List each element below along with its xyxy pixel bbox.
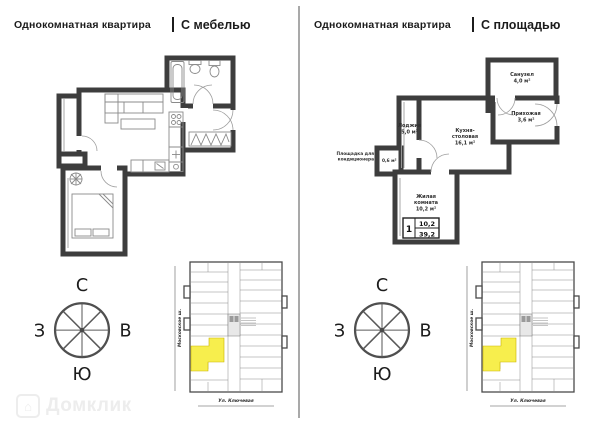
compass-south: Ю xyxy=(72,364,92,385)
header-divider-bar xyxy=(172,17,174,32)
compass-rose xyxy=(330,268,434,384)
rooms-count: 1 xyxy=(405,225,413,235)
room-area-ac-pad: 0,6 м² xyxy=(382,159,397,164)
compass-south: Ю xyxy=(372,364,392,385)
compass-north: С xyxy=(375,275,389,296)
right-title: Однокомнатная квартира xyxy=(314,18,451,31)
room-label-loggia: Лоджия xyxy=(397,123,422,129)
room-label-living: Жилая xyxy=(416,194,436,200)
total-area-value: 39,2 xyxy=(418,230,436,239)
furnished-floorplan xyxy=(55,48,295,260)
right-subtitle: С площадью xyxy=(480,17,561,32)
compass-west: З xyxy=(33,321,46,342)
compass-east: В xyxy=(419,321,432,342)
room-area-loggia: 5,0 м² xyxy=(401,129,418,136)
panel-divider xyxy=(298,6,300,418)
room-area-kitchen: 16,1 м² xyxy=(454,140,476,147)
street-label-bottom: Ул. Ключевая xyxy=(510,399,546,404)
living-area-value: 10,2 xyxy=(418,220,436,228)
street-label-bottom: Ул. Ключевая xyxy=(218,399,254,404)
room-area-bathroom: 4,0 м² xyxy=(513,78,531,85)
left-header xyxy=(14,17,251,32)
room-label-ac-pad-2: кондиционера xyxy=(337,157,374,163)
room-label-hallway: Прихожая xyxy=(511,111,541,117)
room-label-kitchen: Кухня- xyxy=(455,128,475,134)
room-label-living-2: комната xyxy=(413,200,439,206)
room-label-ac-pad: Площадка для xyxy=(336,152,374,157)
wardrobe-icon xyxy=(189,132,231,146)
watermark-house-icon: ⌂ xyxy=(16,394,40,418)
compass-north: С xyxy=(75,275,89,296)
area-floorplan xyxy=(336,48,585,263)
watermark-text: Домклик xyxy=(46,395,132,416)
building-plan xyxy=(168,256,293,416)
room-area-living: 10,2 м² xyxy=(415,206,437,213)
left-subtitle: С мебелью xyxy=(180,17,251,32)
building-plan xyxy=(460,256,585,416)
compass-west: З xyxy=(333,321,346,342)
room-label-kitchen-2: столовая xyxy=(451,134,479,140)
room-label-bathroom: Санузел xyxy=(510,72,534,78)
room-area-hallway: 3,6 м² xyxy=(517,117,535,124)
street-label-side: Московское ш. xyxy=(470,308,475,348)
apartment-summary-box xyxy=(403,218,439,239)
compass-east: В xyxy=(119,321,132,342)
plant-icon xyxy=(70,173,83,186)
street-label-side: Московское ш. xyxy=(178,308,183,348)
compass-rose xyxy=(30,268,134,384)
left-title: Однокомнатная квартира xyxy=(14,18,151,31)
niche-walls xyxy=(59,154,85,166)
right-header xyxy=(314,17,560,32)
header-divider-bar xyxy=(472,17,474,32)
watermark xyxy=(16,394,132,418)
